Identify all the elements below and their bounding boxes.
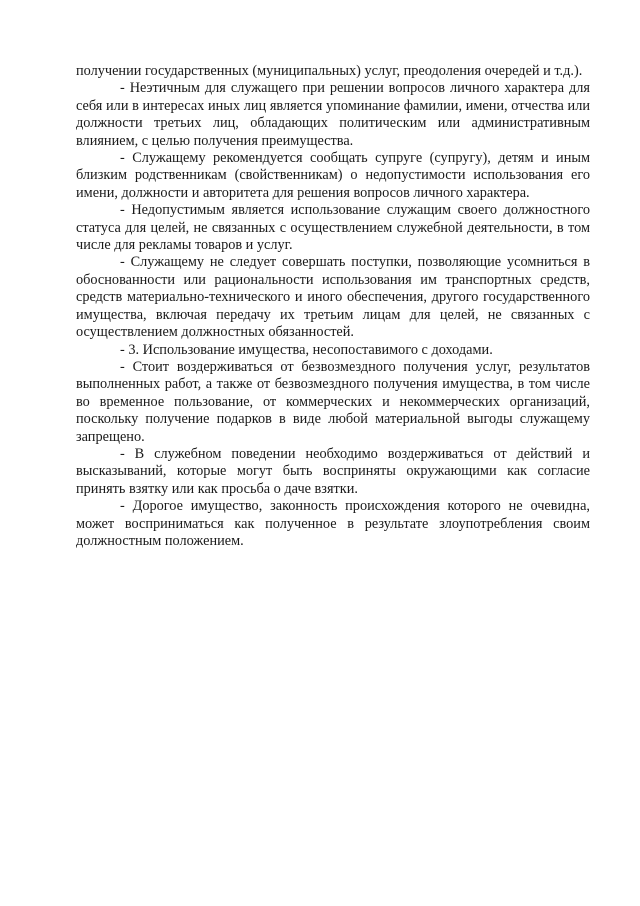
paragraph-expensive-property: - Дорогое имущество, законность происхождения которого не очевидна, может восприниматься как полученное в результате злоупотребления своим должностным положением. [76, 498, 590, 549]
paragraph-inform-relatives: - Служащему рекомендуется сообщать супруге (супругу), детям и иным близким родственникам (свойственникам) о недопустимости использования его имени, должности и авторитета для решения вопросов личного характера. [76, 150, 590, 201]
paragraph-property-use: - Служащему не следует совершать поступки, позволяющие усомниться в обоснованности или рациональности использования им транспортных средств, средств материально-технического и иного обеспечения, другого государственного имущества, включая передачу их третьим лицам для целей, не связанных с осуществлением должностных обязанностей. [76, 254, 590, 341]
paragraph-unethical-mention: - Неэтичным для служащего при решении вопросов личного характера для себя или в интересах иных лиц является упоминание фамилии, имени, отчества или должности третьих лиц, обладающих политическим или административным влиянием, с целью получения преимущества. [76, 80, 590, 149]
paragraph-gratuitous-services: - Стоит воздерживаться от безвозмездного получения услуг, результатов выполненных работ, а также от безвозмездного получения имущества, в том числе во временное пользование, от коммерческих и некоммерческих организаций, поскольку получение подарков в виде любой материальной выгоды служащему запрещено. [76, 358, 590, 445]
paragraph-status-misuse: - Недопустимым является использование служащим своего должностного статуса для целей, не связанных с осуществлением служебной деятельности, в том числе для рекламы товаров и услуг. [76, 202, 590, 254]
paragraph-bribe-avoidance: - В служебном поведении необходимо воздерживаться от действий и высказываний, которые могут быть восприняты окружающими как согласие принять взятку или как просьба о даче взятки. [76, 445, 590, 497]
document-body [76, 63, 590, 550]
paragraph-section-3-heading: - 3. Использование имущества, несопоставимого с доходами. [120, 341, 493, 358]
paragraph-continuation: получении государственных (муниципальных) услуг, преодоления очередей и т.д.). [76, 63, 583, 79]
